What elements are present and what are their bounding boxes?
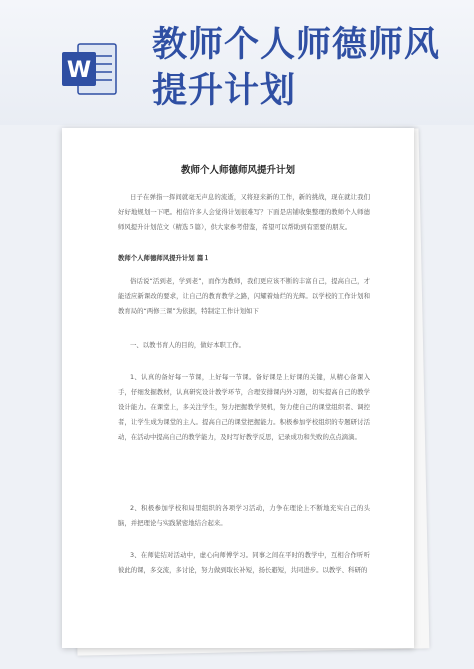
body-paragraph-4: 2、积极参加学校和局里组织的各项学习活动，力争在理论上不断地充实自己的头脑，并把理论与实践紧密地结合起来。 [118,504,370,527]
word-logo-svg [60,38,120,100]
section-heading: 教师个人师德师风提升计划 篇１ [118,254,210,262]
banner-title-line2: 提升计划 [152,71,297,111]
word-icon [60,38,120,100]
banner-title-line1: 教师个人师德师风 [152,25,441,65]
banner [0,0,474,125]
document-title: 教师个人师德师风提升计划 [180,165,295,176]
intro-paragraph: 日子在弹指一挥间就毫无声息的流逝，又将迎来新的工作，新的挑战，现在就让我们好好地规划一下吧。相信许多人会觉得计划很难写？下面是店铺收集整理的教师个人师德师风提升计划范文（精选５篇），供大家参考借鉴，希望可以帮助到有需要的朋友。 [118,193,370,231]
body-paragraph-3: 1、认真的备好每一节课，上好每一节课。备好课是上好课的关键，从精心备课入手，仔细发掘教材，认真研究设计教学环节，合理安排课内外习题，切实提高自己的教学设计能力。在课堂上，多关注学生，努力把握教学契机，努力使自己的课堂组织者、调控者，让学生成为课堂的主人。提高自己的课堂把握能力。积极参加学校组织的专题研讨活动，在活动中提高自己的教学能力，及时写好教学反思，记录成功和失败的点点滴滴。 [118,373,370,441]
body-paragraph-1: 俗话说“活到老，学到老”，而作为教师，我们更应该不断的丰富自己，提高自己，才能适应新课改的要求，让自己的教育教学之路，闪耀着灿烂的光辉。以学校的工作计划和教育局的“两修三课”为依据，特制定工作计划如下 [118,277,370,315]
document-page [62,128,414,648]
word-logo-letter: W [66,58,92,83]
body-paragraph-5: 3、在师徒结对活动中，虚心向师傅学习。同事之间在平时的教学中，互相合作听听彼此的课，多交流，多讨论，努力做到取长补短，扬长避短，共同进步。以教学、科研的 [118,551,370,574]
banner-title [152,22,440,114]
body-paragraph-2: 一、以教书育人的目的，做好本职工作。 [130,341,246,349]
